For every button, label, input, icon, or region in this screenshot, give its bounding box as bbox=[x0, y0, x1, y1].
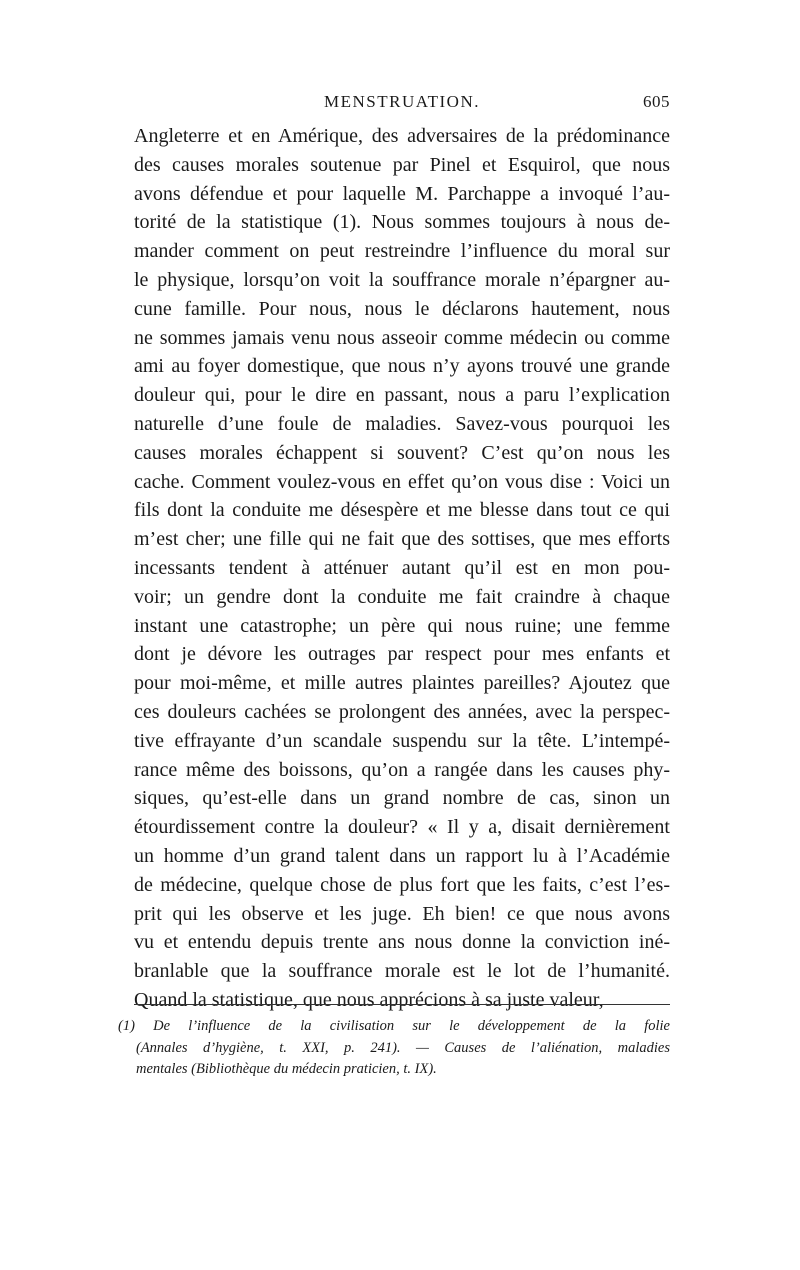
body-line: douleur qui, pour le dire en passant, nous a paru l’explication bbox=[134, 384, 670, 407]
body-line: mander comment on peut restreindre l’influence du moral sur bbox=[134, 240, 670, 263]
body-line: torité de la statistique (1). Nous sommes toujours à nous de- bbox=[134, 211, 670, 234]
body-line: fils dont la conduite me désespère et me blesse dans tout ce qui bbox=[134, 499, 670, 522]
running-head bbox=[134, 92, 670, 116]
body-line: ces douleurs cachées se prolongent des années, avec la perspec- bbox=[134, 700, 670, 723]
body-line: cune famille. Pour nous, nous le déclarons hautement, nous bbox=[134, 297, 670, 320]
footnote-line: mentales (Bibliothèque du médecin praticien, t. IX). bbox=[136, 1061, 437, 1077]
footnote-line: (1) De l’influence de la civilisation sur le développement de la folie bbox=[118, 1018, 670, 1034]
footnotes bbox=[118, 1016, 670, 1081]
body-line: dont je dévore les outrages par respect pour mes enfants et bbox=[134, 643, 670, 666]
body-line: rance même des boissons, qu’on a rangée dans les causes phy- bbox=[134, 758, 670, 781]
body-line: prit qui les observe et les juge. Eh bien! ce que nous avons bbox=[134, 902, 670, 925]
footnote-divider bbox=[134, 1004, 670, 1005]
body-line: naturelle d’une foule de maladies. Savez-vous pourquoi les bbox=[134, 412, 670, 435]
body-line: des causes morales soutenue par Pinel et Esquirol, que nous bbox=[134, 153, 670, 176]
body-line: siques, qu’est-elle dans un grand nombre de cas, sinon un bbox=[134, 787, 670, 810]
footnote-line: (Annales d’hygiène, t. XXI, p. 241). — Causes de l’aliénation, maladies bbox=[136, 1039, 670, 1056]
body-line: Angleterre et en Amérique, des adversaires de la prédominance bbox=[134, 125, 670, 147]
body-line: ami au foyer domestique, que nous n’y ayons trouvé une grande bbox=[134, 355, 670, 378]
body-line: branlable que la souffrance morale est le lot de l’humanité. bbox=[134, 960, 670, 983]
body-line: ne sommes jamais venu nous asseoir comme médecin ou comme bbox=[134, 326, 670, 349]
body-line: instant une catastrophe; un père qui nous ruine; une femme bbox=[134, 614, 670, 637]
body-line: étourdissement contre la douleur? « Il y a, disait dernièrement bbox=[134, 816, 670, 839]
running-title: MENSTRUATION. bbox=[324, 92, 480, 111]
body-line: cache. Comment voulez-vous en effet qu’on vous dise : Voici un bbox=[134, 470, 670, 493]
body-line: tive effrayante d’un scandale suspendu sur la tête. L’intempé- bbox=[134, 729, 670, 752]
body-line: causes morales échappent si souvent? C’est qu’on nous les bbox=[134, 441, 670, 464]
body-line: avons défendue et pour laquelle M. Parchappe a invoqué l’au- bbox=[134, 182, 670, 205]
body-line: pour moi-même, et mille autres plaintes pareilles? Ajoutez que bbox=[134, 672, 670, 695]
body-line: le physique, lorsqu’on voit la souffrance morale n’épargner au- bbox=[134, 268, 670, 291]
body-line: de médecine, quelque chose de plus fort que les faits, c’est l’es- bbox=[134, 873, 670, 896]
body-line: un homme d’un grand talent dans un rapport lu à l’Académie bbox=[134, 844, 670, 867]
body-text bbox=[134, 122, 670, 1015]
body-line: vu et entendu depuis trente ans nous donne la conviction iné- bbox=[134, 931, 670, 954]
body-line: incessants tendent à atténuer autant qu’il est en mon pou- bbox=[134, 556, 670, 579]
body-line: Quand la statistique, que nous apprécions à sa juste valeur, bbox=[134, 988, 604, 1011]
body-line: voir; un gendre dont la conduite me fait craindre à chaque bbox=[134, 585, 670, 608]
body-line: m’est cher; une fille qui ne fait que des sottises, que mes efforts bbox=[134, 528, 670, 551]
page-number: 605 bbox=[643, 92, 670, 111]
